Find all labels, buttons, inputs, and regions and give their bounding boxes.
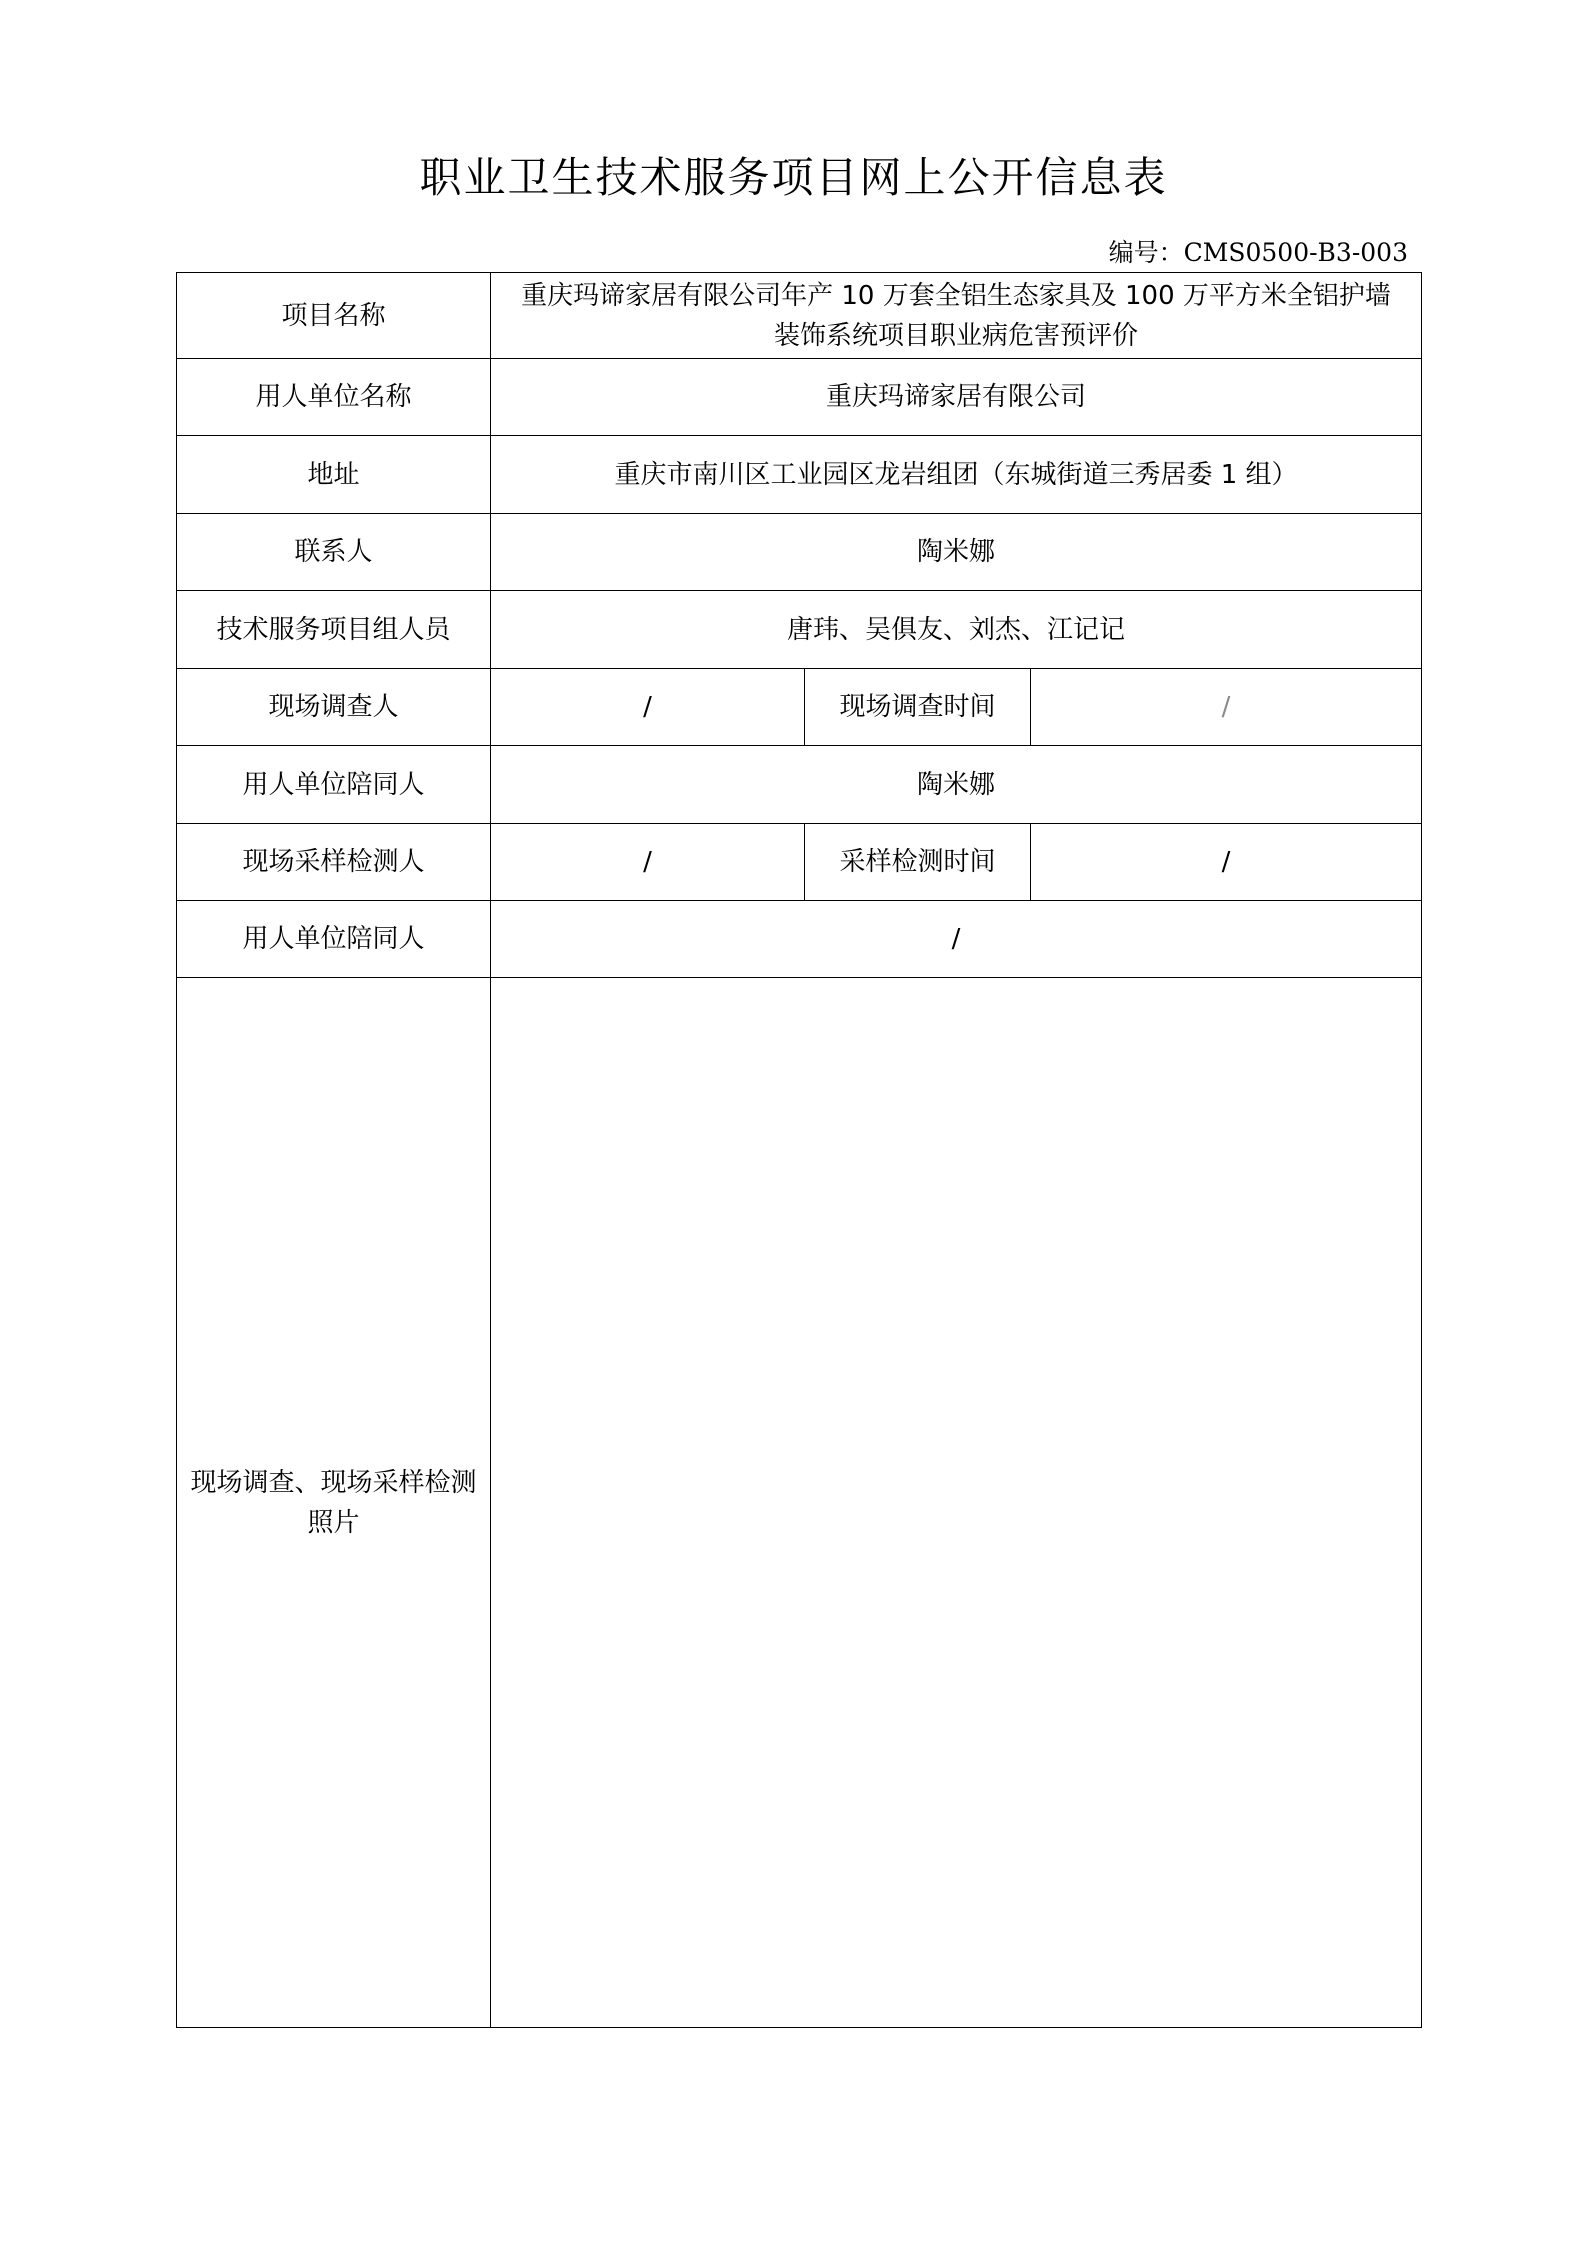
row-project-name xyxy=(177,273,1422,359)
address-label: 地址 xyxy=(177,436,491,514)
sampling-companion-value: / xyxy=(491,901,1422,978)
team-value: 唐玮、吴俱友、刘杰、江记记 xyxy=(491,591,1422,669)
document-number: 编号：CMS0500-B3-003 xyxy=(1108,238,1408,267)
sampling-value: / xyxy=(491,824,805,901)
sampling-time-value: / xyxy=(1031,824,1422,901)
sampling-time-label: 采样检测时间 xyxy=(805,824,1031,901)
employer-name-value: 重庆玛谛家居有限公司 xyxy=(491,359,1422,436)
survey-label: 现场调查人 xyxy=(177,669,491,746)
document-title: 职业卫生技术服务项目网上公开信息表 xyxy=(419,153,1168,202)
survey-time-label: 现场调查时间 xyxy=(805,669,1031,746)
team-label: 技术服务项目组人员 xyxy=(177,591,491,669)
info-table xyxy=(176,272,1422,2028)
survey-time-value: / xyxy=(1031,669,1422,746)
survey-value: / xyxy=(491,669,805,746)
row-team xyxy=(177,591,1422,669)
project-name-label: 项目名称 xyxy=(177,273,491,359)
photos-label: 现场调查、现场采样检测照片 xyxy=(177,978,491,2028)
row-photos xyxy=(177,978,1422,2028)
employer-name-label: 用人单位名称 xyxy=(177,359,491,436)
photos-area xyxy=(491,978,1422,2028)
row-sampling xyxy=(177,824,1422,901)
row-address xyxy=(177,436,1422,514)
row-contact xyxy=(177,514,1422,591)
contact-value: 陶米娜 xyxy=(491,514,1422,591)
sampling-companion-label: 用人单位陪同人 xyxy=(177,901,491,978)
survey-companion-label: 用人单位陪同人 xyxy=(177,746,491,824)
address-value: 重庆市南川区工业园区龙岩组团（东城街道三秀居委 1 组） xyxy=(491,436,1422,514)
sampling-label: 现场采样检测人 xyxy=(177,824,491,901)
contact-label: 联系人 xyxy=(177,514,491,591)
row-survey xyxy=(177,669,1422,746)
survey-companion-value: 陶米娜 xyxy=(491,746,1422,824)
row-sampling-companion xyxy=(177,901,1422,978)
row-survey-companion xyxy=(177,746,1422,824)
row-employer-name xyxy=(177,359,1422,436)
project-name-value: 重庆玛谛家居有限公司年产 10 万套全铝生态家具及 100 万平方米全铝护墙装饰系统项目职业病危害预评价 xyxy=(491,273,1422,359)
